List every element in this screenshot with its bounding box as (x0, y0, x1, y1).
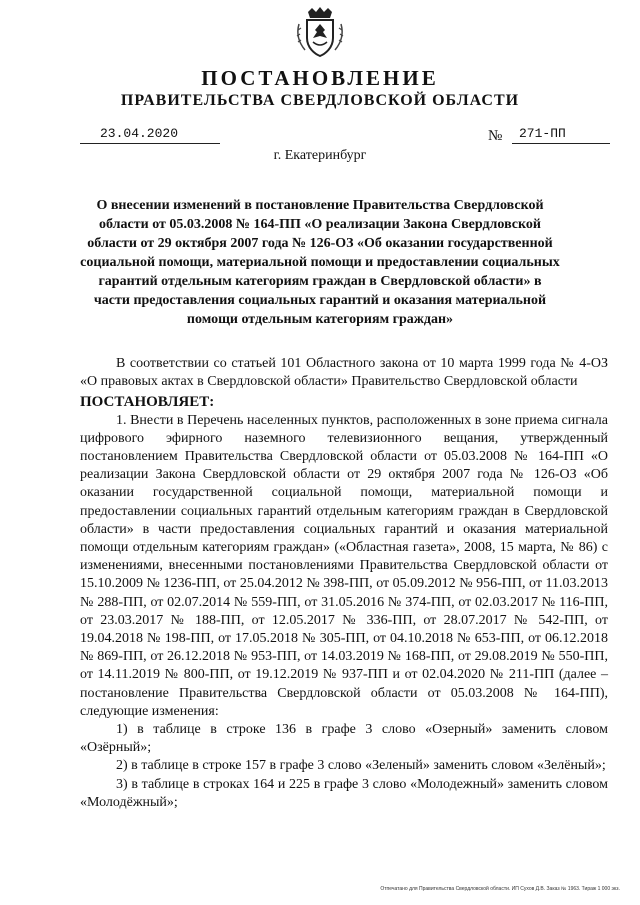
city-name: г. Екатеринбург (273, 148, 367, 163)
document-heading: О внесении изменений в постановление Правительства Свердловской области от 05.03.2008 № 164-ПП «О реализации Закона Свердловской области от 29 октября 2007 года № 126-ОЗ «Об оказании государственной социальной помощи, материальной помощи и предоставлении социальных гарантий отдельным категориям граждан в Свердловской области» в части предоставления социальных гарантий и оказания материальной помощи отдельным категориям граждан» (80, 198, 560, 327)
issuer-title: ПРАВИТЕЛЬСТВА СВЕРДЛОВСКОЙ ОБЛАСТИ (120, 92, 520, 109)
subitem-1: 1) в таблице в строке 136 в графе 3 слово «Озерный» заменить словом «Озёрный»; (80, 722, 608, 756)
document-type-title: ПОСТАНОВЛЕНИЕ (201, 66, 439, 90)
subitem-3: 3) в таблице в строках 164 и 225 в графе 3 слово «Молодежный» заменить словом «Молодёжный»; (80, 776, 608, 810)
document-date: 23.04.2020 (100, 126, 179, 141)
document-number: 271-ПП (519, 126, 566, 141)
preamble-paragraph: В соответствии со статьей 101 Областного закона от 10 марта 1999 года № 4-ОЗ «О правовых актах в Свердловской области» Правительство Свердловской области (80, 356, 608, 390)
subitem-2: 2) в таблице в строке 157 в графе 3 слово «Зеленый» заменить словом «Зелёный»; (116, 758, 606, 774)
number-sign: № (488, 128, 503, 144)
coat-of-arms-icon (293, 6, 347, 60)
decree-word: ПОСТАНОВЛЯЕТ: (80, 394, 215, 411)
print-footer: Отпечатано для Правительства Свердловской области. ИП Сухов Д.В. Заказ № 1963. Тираж 1 000 экз. (380, 886, 620, 892)
document-body (80, 355, 608, 812)
item-1-paragraph: 1. Внести в Перечень населенных пунктов, расположенных в зоне приема сигнала цифрового эфирного наземного телевизионного вещания, утвержденный постановлением Правительства Свердловской области от 05.03.2008 № 164-ПП «О реализации Закона Свердловской области от 29 октября 2007 года № 126-ОЗ «Об оказании государственной социальной помощи, материальной помощи и предоставлении социальных гарантий отдельным категориям граждан в Свердловской области» в части предоставления социальных гарантий и оказания материальной помощи отдельным категориям граждан» («Областная газета», 2008, 15 марта, № 86) с изменениями, внесенными постановлениями Правительства Свердловской области от 15.10.2009 № 1236-ПП, от 25.04.2012 № 398-ПП, от 05.09.2012 № 956-ПП, от 11.03.2013 № 288-ПП, от 02.07.2014 № 559-ПП, от 31.05.2016 № 374-ПП, от 02.03.2017 № 116-ПП, от 23.03.2017 № 188-ПП, от 12.05.2017 № 336-ПП, от 28.07.2017 № 542-ПП, от 19.04.2018 № 198-ПП, от 17.05.2018 № 305-ПП, от 04.10.2018 № 653-ПП, от 06.12.2018 № 869-ПП, от 26.12.2018 № 953-ПП, от 14.03.2019 № 168-ПП, от 29.08.2019 № 550-ПП, от 14.11.2019 № 800-ПП, от 19.12.2019 № 937-ПП и от 02.04.2020 № 211-ПП (далее – постановление Правительства Свердловской области от 05.03.2008 № 164-ПП), следующие изменения: (80, 412, 608, 719)
